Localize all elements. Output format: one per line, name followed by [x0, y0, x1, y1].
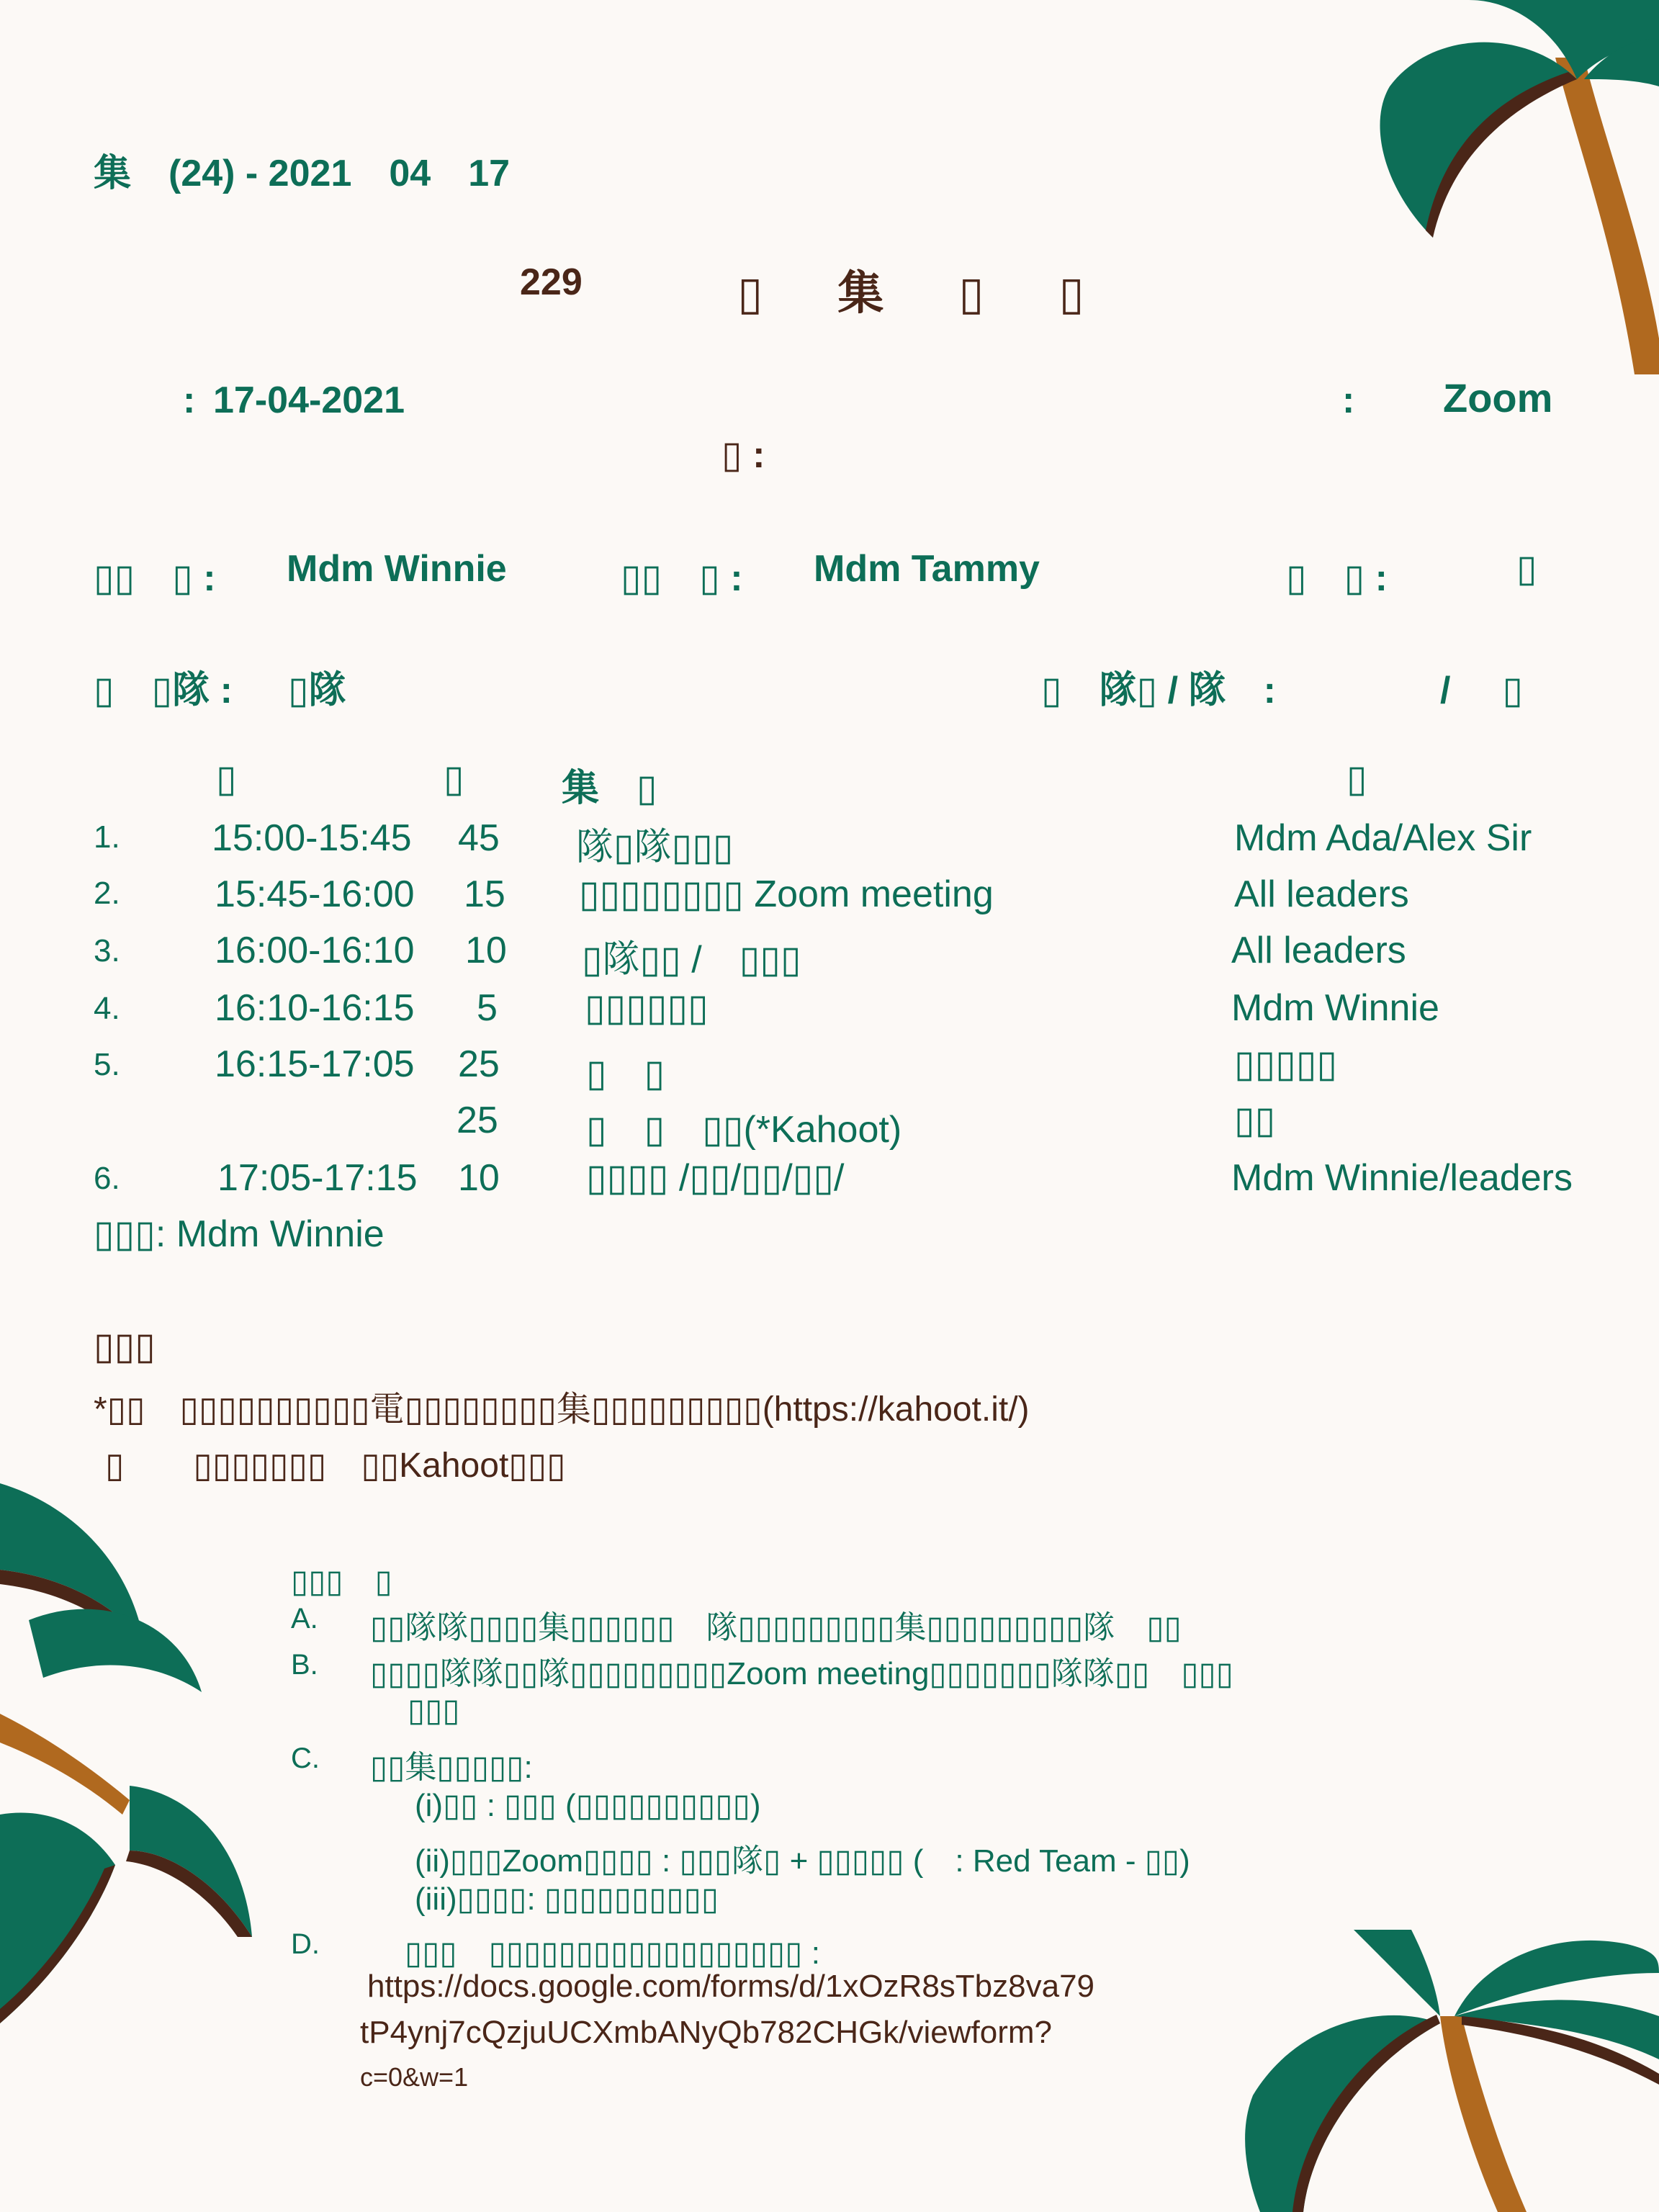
- duty-value: ▯隊: [288, 670, 346, 711]
- row-item: ▯ ▯ ▯▯(*Kahoot): [586, 1109, 902, 1151]
- venue-label: :: [1342, 379, 1355, 421]
- row-number: 3.: [94, 933, 120, 968]
- palm-tree-left-icon: [0, 1476, 259, 2023]
- row-number: 6.: [94, 1161, 120, 1196]
- duty-label: ▯ ▯隊 :: [94, 670, 233, 711]
- row-number: 1.: [94, 819, 120, 855]
- row-minutes: 45: [458, 817, 500, 859]
- row-item: 隊▯隊▯▯▯: [576, 827, 734, 868]
- note-c-label: C.: [291, 1743, 320, 1774]
- row-time: 17:05-17:15: [217, 1157, 418, 1199]
- row-person: ▯▯: [1234, 1100, 1276, 1141]
- row-person: Mdm Winnie: [1231, 987, 1439, 1029]
- page-title: ▯ 集 ▯ ▯: [737, 267, 1099, 319]
- row-number: 2.: [94, 876, 120, 911]
- row-item: ▯ ▯: [586, 1053, 665, 1094]
- row-person: Mdm Ada/Alex Sir: [1234, 817, 1532, 859]
- note-a-label: A.: [291, 1603, 318, 1635]
- closing-host: ▯▯▯: Mdm Winnie: [94, 1213, 385, 1255]
- note-b-label: B.: [291, 1649, 318, 1681]
- schedule-header-minutes: ▯: [444, 758, 464, 800]
- title-number: 229: [520, 261, 583, 303]
- schedule-header-time: ▯: [216, 758, 237, 800]
- form-link-line-1[interactable]: https://docs.google.com/forms/d/1xOzR8sTbz8va79: [367, 1969, 1095, 2004]
- row-person: Mdm Winnie/leaders: [1231, 1157, 1573, 1199]
- remarks-title: ▯▯▯: [94, 1326, 156, 1367]
- team-value: / ▯: [1440, 670, 1531, 711]
- note-c-i: (i)▯▯ : ▯▯▯ (▯▯▯▯▯▯▯▯▯▯): [415, 1788, 761, 1823]
- row-item: ▯▯▯▯ /▯▯/▯▯/▯▯/: [586, 1157, 845, 1199]
- note-a-text: ▯▯隊隊▯▯▯▯集▯▯▯▯▯▯ 隊▯▯▯▯▯▯▯▯▯集▯▯▯▯▯▯▯▯▯隊 ▯▯: [370, 1610, 1182, 1645]
- row-time: 15:45-16:00: [215, 873, 415, 915]
- note-b-text-2: ▯▯▯: [408, 1693, 460, 1728]
- note-b-text: ▯▯▯▯隊隊▯▯隊▯▯▯▯▯▯▯▯▯Zoom meeting▯▯▯▯▯▯▯隊隊▯▯ ▯▯▯: [370, 1656, 1233, 1691]
- palm-tree-bottom-right-icon: [1224, 1930, 1659, 2212]
- row-minutes: 5: [477, 987, 498, 1029]
- date-label: :: [183, 379, 196, 421]
- form-link-line-3[interactable]: c=0&w=1: [360, 2062, 469, 2092]
- row-number: 5.: [94, 1047, 120, 1082]
- note-c-ii: (ii)▯▯▯Zoom▯▯▯▯ : ▯▯▯隊▯ + ▯▯▯▯▯ ( : Red Team - ▯▯): [415, 1843, 1190, 1879]
- host1-value: Mdm Winnie: [287, 548, 507, 590]
- row-person: All leaders: [1234, 873, 1409, 915]
- row-person: All leaders: [1231, 930, 1406, 971]
- row-minutes: 25: [457, 1100, 498, 1141]
- note-c-iii: (iii)▯▯▯▯: ▯▯▯▯▯▯▯▯▯▯: [415, 1881, 719, 1917]
- row-item: ▯▯▯▯▯▯: [585, 987, 709, 1029]
- form-link-line-2[interactable]: tP4ynj7cQzjuUCXmbANyQb782CHGk/viewform?: [360, 2015, 1052, 2050]
- row-number: 4.: [94, 991, 120, 1026]
- row-item: ▯▯▯▯▯▯▯▯ Zoom meeting: [579, 873, 994, 915]
- row-time: 16:10-16:15: [215, 987, 415, 1029]
- team-label: ▯ 隊▯ / 隊 :: [1041, 670, 1276, 711]
- schedule-header-item: 集 ▯: [562, 768, 657, 809]
- schedule-header-person: ▯: [1346, 758, 1367, 800]
- host2-value: Mdm Tammy: [814, 548, 1040, 590]
- attendance-value: ▯: [1516, 548, 1537, 590]
- date-value: 17-04-2021: [213, 379, 405, 421]
- attendance-label: ▯ ▯ :: [1286, 557, 1388, 599]
- host1-label: ▯▯ ▯ :: [94, 557, 216, 599]
- remarks-line-2: ▯ ▯▯▯▯▯▯▯ ▯▯Kahoot▯▯▯: [105, 1447, 566, 1485]
- row-time: 15:00-15:45: [212, 817, 412, 859]
- row-minutes: 25: [458, 1043, 500, 1085]
- note-c-text: ▯▯集▯▯▯▯▯:: [370, 1750, 533, 1785]
- row-minutes: 10: [465, 930, 507, 971]
- palm-tree-top-right-icon: [1339, 0, 1659, 374]
- venue-value: Zoom: [1443, 375, 1553, 421]
- meeting-number-line: 集 (24) - 2021 04 17: [94, 153, 511, 194]
- row-person: ▯▯▯▯▯: [1234, 1043, 1338, 1085]
- row-time: 16:00-16:10: [215, 930, 415, 971]
- row-minutes: 15: [464, 873, 505, 915]
- subject-label: ▯ :: [721, 434, 765, 476]
- remarks-line-1: *▯▯ ▯▯▯▯▯▯▯▯▯▯電▯▯▯▯▯▯▯▯集▯▯▯▯▯▯▯▯▯(https://kahoot.it/): [94, 1390, 1030, 1429]
- host2-label: ▯▯ ▯ :: [621, 557, 743, 599]
- row-time: 16:15-17:05: [215, 1043, 415, 1085]
- row-item: ▯隊▯▯ / ▯▯▯: [582, 939, 801, 981]
- notes-title: ▯▯▯ ▯: [291, 1564, 392, 1599]
- note-d-label: D.: [291, 1928, 320, 1960]
- note-d-text: ▯▯▯ ▯▯▯▯▯▯▯▯▯▯▯▯▯▯▯▯▯▯ :: [405, 1936, 820, 1971]
- row-minutes: 10: [458, 1157, 500, 1199]
